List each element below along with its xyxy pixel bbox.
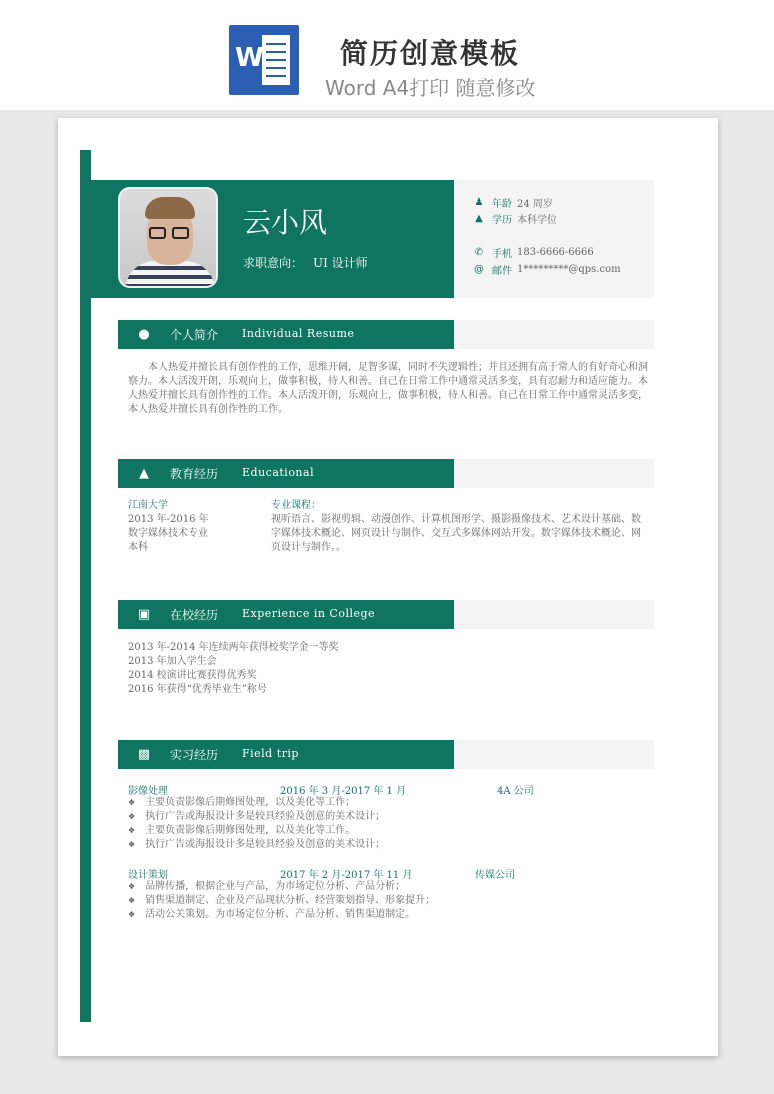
list-item: ❖ 活动公关策划。为市场定位分析、产品分析、销售渠道制定。 (128, 908, 435, 922)
section-header-profile: ● 个人简介 Individual Resume (118, 320, 654, 349)
internship-role: 设计策划 (128, 870, 168, 881)
internship-1-header (128, 782, 648, 796)
internship-2-duties (128, 880, 435, 922)
section-header-internship: ▩ 实习经历 Field trip (118, 740, 654, 769)
education-major: 数字媒体技术专业 (128, 528, 208, 539)
list-item: ❖ 主要负责影像后期修图处理，以及美化等工作； (128, 796, 385, 810)
internship-1-duties (128, 796, 385, 852)
courses-text: 视听语言、影视剪辑、动漫创作、计算机图形学、摄影摄像技术、艺术设计基础、数字媒体技术概论、网页设计与制作、交互式多媒体网站开发。数字媒体技术概论、网页设计与制作。。 (271, 514, 641, 553)
presentation-board-icon: ▣ (137, 607, 151, 622)
info-age: ♟ 年龄 24 周岁 (474, 196, 553, 210)
internship-company: 传媒公司 (475, 870, 515, 881)
template-banner (0, 0, 774, 110)
at-icon: @ (474, 263, 484, 275)
list-item: ❖ 执行广告或海报设计多是较具经验及创意的美术设计； (128, 838, 385, 852)
graduation-cap-icon: ▲ (139, 466, 149, 481)
list-item: 2016 年获得“优秀毕业生”称号 (128, 684, 267, 695)
education-degree: 本科 (128, 542, 148, 553)
education-courses (271, 499, 648, 555)
resume-page (58, 118, 718, 1056)
list-item: ❖ 销售渠道制定、企业及产品现状分析、经营策划指导、形象提升； (128, 894, 435, 908)
profile-photo (118, 187, 218, 288)
list-item: 2014 校演讲比赛获得优秀奖 (128, 670, 257, 681)
education-period: 2013 年-2016 年 (128, 514, 209, 525)
phone-icon: ✆ (474, 246, 484, 258)
section-header-campus: ▣ 在校经历 Experience in College (118, 600, 654, 629)
monitor-icon: ▩ (137, 747, 151, 762)
list-item: ❖ 执行广告或海报设计多是较具经验及创意的美术设计； (128, 810, 385, 824)
list-item: ❖ 主要负责影像后期修图处理，以及美化等工作。 (128, 824, 385, 838)
word-icon-letter: W (235, 43, 264, 73)
internship-company: 4A 公司 (497, 786, 534, 797)
list-item: 2013 年加入学生会 (128, 656, 217, 667)
campus-list (128, 641, 339, 697)
user-icon: ● (138, 327, 150, 342)
info-email: @ 邮件 1*********@qps.com (474, 263, 621, 277)
profile-text: 本人热爱并擅长具有创作性的工作，思维开阔，足智多谋，同时不失逻辑性；并且还拥有高于常人的有好奇心和洞察力。本人活泼开朗，乐观向上，做事积极，待人和善。自己在日常工作中通常灵活多变，具有忍耐力和适应能力。本人热爱并擅长具有创作性的工作。本人活泼开朗，乐观向上，做事积极，待人和善。自己在日常工作中通常灵活多变，本人热爱并擅长具有创作性的工作。 (128, 362, 648, 415)
info-phone: ✆ 手机 183-6666-6666 (474, 246, 594, 260)
list-item: ❖ 品牌传播，根据企业与产品，为市场定位分析、产品分析； (128, 880, 435, 894)
internship-period: 2016 年 3 月-2017 年 1 月 (280, 786, 407, 797)
person-icon: ♟ (474, 196, 484, 208)
school-name: 江南大学 (128, 500, 168, 511)
internship-period: 2017 年 2 月-2017 年 11 月 (280, 870, 413, 881)
word-document-icon (229, 25, 299, 95)
internship-2-header (128, 866, 648, 880)
list-item: 2013 年-2014 年连续两年获得校奖学金一等奖 (128, 642, 339, 653)
graduation-cap-icon: ▲ (475, 212, 483, 224)
education-summary (128, 499, 209, 555)
candidate-name: 云小风 (243, 206, 328, 239)
banner-title: 简历创意模板 (340, 37, 521, 70)
info-education: ▲ 学历 本科学位 (475, 212, 557, 226)
personal-info-panel (454, 180, 654, 298)
section-header-education: ▲ 教育经历 Educational (118, 459, 654, 488)
left-accent-bar (80, 150, 91, 1022)
job-objective-label: 求职意向： (243, 256, 304, 270)
job-objective-value: UI 设计师 (313, 256, 368, 270)
job-objective (243, 254, 378, 271)
banner-subtitle: Word A4打印 随意修改 (325, 76, 536, 100)
courses-label: 专业课程： (271, 500, 321, 511)
internship-role: 影像处理 (128, 786, 168, 797)
